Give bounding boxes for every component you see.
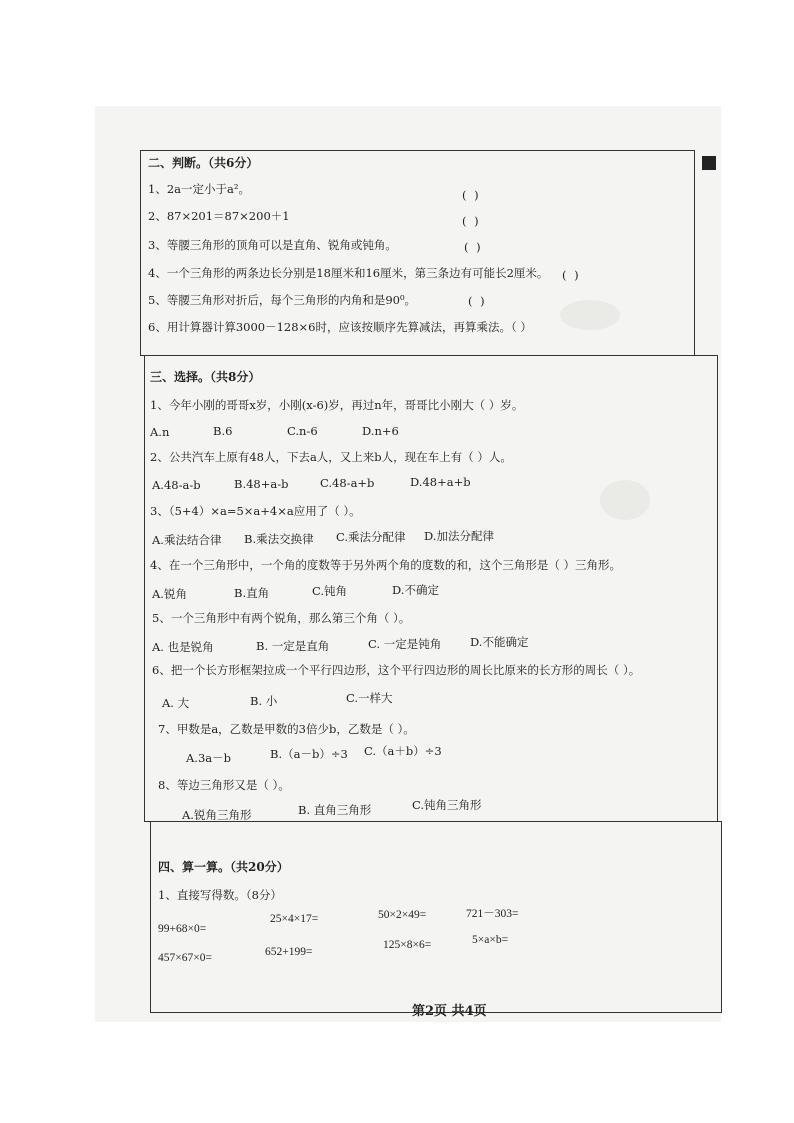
q5-option-a[interactable]: A. 也是锐角 (152, 640, 214, 654)
q3-option-d[interactable]: D.加法分配律 (424, 529, 494, 543)
q6-option-b[interactable]: B. 小 (250, 694, 278, 708)
section-choice-title: 三、选择。（共8分） (150, 370, 261, 384)
q8-option-c[interactable]: C.钝角三角形 (412, 798, 482, 812)
calc-item: 99+68×0= (158, 923, 207, 935)
q1-option-b[interactable]: B.6 (213, 424, 233, 438)
q1-option-a[interactable]: A.n (150, 425, 170, 439)
choice-q8: 8、等边三角形又是（ ）。 (158, 778, 290, 792)
q4-option-a[interactable]: A.锐角 (152, 587, 187, 601)
choice-q1: 1、今年小刚的哥哥x岁，小刚(x-6)岁，再过n年，哥哥比小刚大（ ）岁。 (150, 398, 524, 412)
q2-option-b[interactable]: B.48+a-b (234, 477, 289, 491)
answer-paren-1[interactable]: ( ) (462, 188, 481, 202)
q1-option-c[interactable]: C.n-6 (287, 424, 318, 438)
calculation-subtitle: 1、直接写得数。（8分） (158, 888, 282, 902)
q6-option-a[interactable]: A. 大 (162, 696, 190, 710)
q5-option-d[interactable]: D.不能确定 (470, 635, 529, 649)
q7-option-b[interactable]: B.（a－b）÷3 (270, 747, 348, 761)
calc-item: 50×2×49= (378, 909, 427, 921)
choice-q7: 7、甲数是a，乙数是甲数的3倍少b，乙数是（ ）。 (158, 722, 415, 736)
judgement-item-2: 2、87×201＝87×200＋1 (148, 209, 290, 223)
q4-option-b[interactable]: B.直角 (234, 586, 270, 600)
calc-item: 5×a×b= (472, 934, 509, 946)
q2-option-d[interactable]: D.48+a+b (410, 475, 471, 489)
q3-option-b[interactable]: B.乘法交换律 (244, 532, 314, 546)
judgement-item-4: 4、一个三角形的两条边长分别是18厘米和16厘米，第三条边有可能长2厘米。 (148, 266, 549, 280)
calc-item: 457×67×0= (158, 952, 212, 964)
judgement-item-1: 1、2a一定小于a²。 (148, 182, 250, 196)
choice-q5: 5、一个三角形中有两个锐角，那么第三个角（ ）。 (152, 611, 411, 625)
answer-paren-4[interactable]: ( ) (562, 268, 581, 282)
section-calculation-title: 四、算一算。（共20分） (158, 860, 289, 874)
judgement-item-6: 6、用计算器计算3000－128×6时，应该按顺序先算减法，再算乘法。（ ） (148, 320, 532, 334)
choice-q6: 6、把一个长方形框架拉成一个平行四边形，这个平行四边形的周长比原来的长方形的周长（ ）。 (152, 663, 641, 677)
answer-paren-2[interactable]: ( ) (462, 214, 481, 228)
q8-option-a[interactable]: A.锐角三角形 (182, 808, 252, 822)
judgement-item-3: 3、等腰三角形的顶角可以是直角、锐角或钝角。 (148, 238, 397, 252)
choice-q2: 2、公共汽车上原有48人，下去a人，又上来b人，现在车上有（ ）人。 (150, 450, 512, 464)
corner-marker (702, 156, 716, 170)
choice-q4: 4、在一个三角形中，一个角的度数等于另外两个角的度数的和，这个三角形是（ ）三角形。 (150, 558, 621, 572)
calc-item: 721－303= (466, 908, 519, 920)
answer-paren-3[interactable]: ( ) (464, 240, 483, 254)
q5-option-c[interactable]: C. 一定是钝角 (368, 637, 442, 651)
q3-option-a[interactable]: A.乘法结合律 (152, 533, 222, 547)
q4-option-c[interactable]: C.钝角 (312, 584, 348, 598)
judgement-item-5: 5、等腰三角形对折后，每个三角形的内角和是90⁰。 (148, 293, 417, 307)
q7-option-a[interactable]: A.3a－b (186, 751, 231, 765)
answer-paren-5[interactable]: ( ) (468, 294, 487, 308)
q2-option-a[interactable]: A.48-a-b (152, 478, 201, 492)
calc-item: 125×8×6= (383, 939, 432, 951)
calc-item: 25×4×17= (270, 913, 319, 925)
page-number: 第2页 共4页 (412, 1004, 487, 1019)
q6-option-c[interactable]: C.一样大 (346, 691, 393, 705)
q5-option-b[interactable]: B. 一定是直角 (256, 639, 330, 653)
q1-option-d[interactable]: D.n+6 (362, 424, 399, 438)
calc-item: 652+199= (265, 946, 313, 958)
q3-option-c[interactable]: C.乘法分配律 (336, 530, 406, 544)
q7-option-c[interactable]: C.（a＋b）÷3 (364, 744, 442, 758)
q2-option-c[interactable]: C.48-a+b (320, 476, 375, 490)
q8-option-b[interactable]: B. 直角三角形 (298, 803, 372, 817)
choice-q3: 3、（5+4）×a=5×a+4×a应用了（ ）。 (150, 504, 361, 518)
q4-option-d[interactable]: D.不确定 (392, 583, 439, 597)
section-judgement-title: 二、判断。（共6分） (148, 156, 259, 170)
section-calculation (150, 821, 722, 1013)
